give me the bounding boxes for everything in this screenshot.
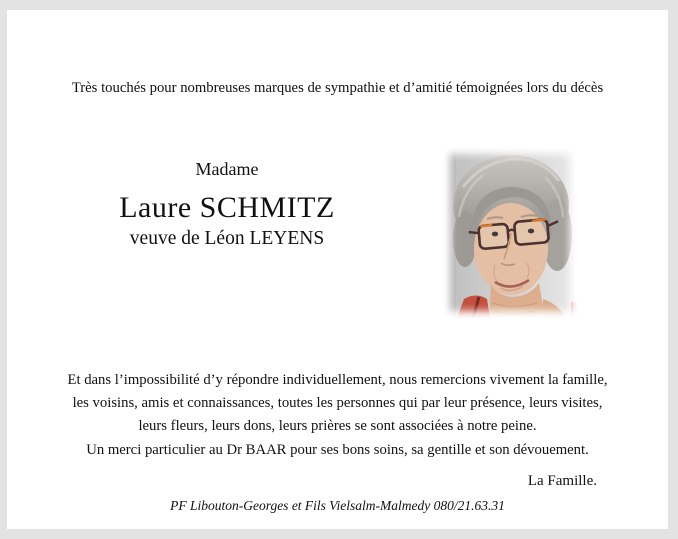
family-signature: La Famille.	[527, 473, 597, 489]
thanks-paragraph	[7, 369, 668, 438]
funeral-home-footer: PF Libouton-Georges et Fils Vielsalm-Malmedy 080/21.63.31	[170, 498, 505, 513]
thanks-line-3: leurs fleurs, leurs dons, leurs prières se sont associées à notre peine.	[138, 418, 537, 434]
deceased-name: Laure SCHMITZ	[119, 191, 335, 224]
portrait-illustration	[443, 147, 577, 318]
doctor-thanks-line: Un merci particulier au Dr BAAR pour ses bons soins, sa gentille et son dévouement.	[86, 442, 589, 458]
deceased-title: Madame	[195, 159, 259, 179]
deceased-relation: veuve de Léon LEYENS	[129, 228, 325, 249]
portrait-photo	[443, 147, 577, 318]
deceased-block	[7, 158, 447, 252]
thanks-line-1: Et dans l’impossibilité d’y répondre individuellement, nous remercions vivement la famille,	[67, 372, 608, 388]
memorial-card	[7, 10, 668, 529]
thanks-line-2: les voisins, amis et connaissances, toutes les personnes qui par leur présence, leurs visites,	[72, 395, 603, 411]
opening-line: Très touchés pour nombreuses marques de sympathie et d’amitié témoignées lors du décès	[71, 80, 604, 96]
